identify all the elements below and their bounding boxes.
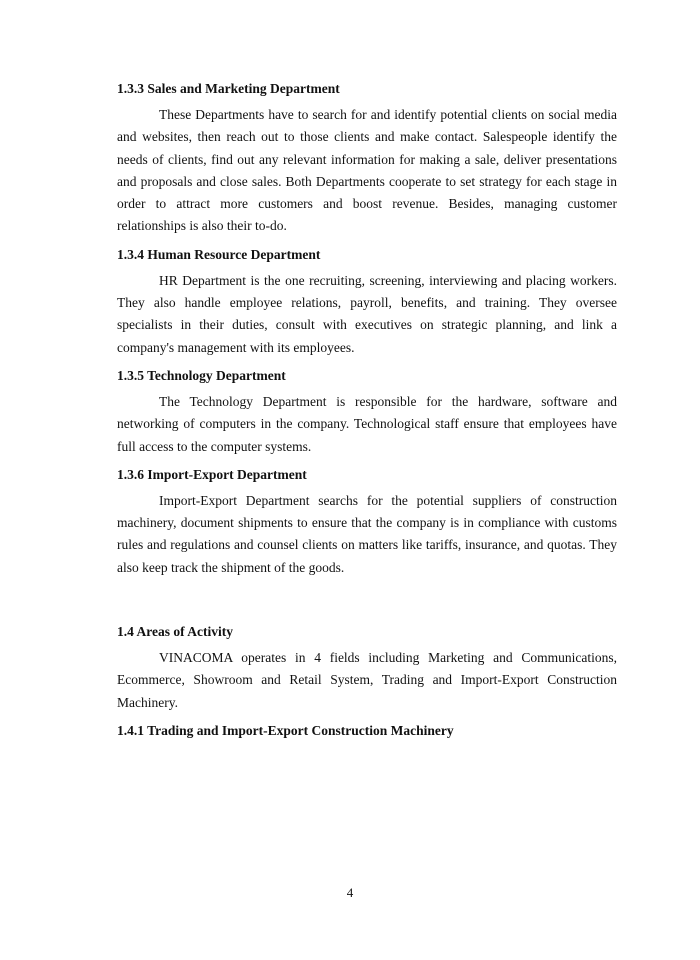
paragraph-areas-of-activity: VINACOMA operates in 4 fields including Marketing and Communications, Ecommerce, Showroom and Retail System, Trading and Import-Export Construction Machinery. [117, 650, 617, 710]
heading-technology: 1.3.5 Technology Department [117, 367, 286, 383]
paragraph-technology: The Technology Department is responsible for the hardware, software and networking of computers in the company. Technological staff ensure that employees have full access to the computer systems. [117, 393, 617, 454]
heading-areas-of-activity: 1.4 Areas of Activity [117, 624, 233, 640]
heading-trading-import-export: 1.4.1 Trading and Import-Export Construction Machinery [117, 722, 454, 738]
paragraph-sales-marketing: These Departments have to search for and identify potential clients on social media and websites, then reach out to those clients and make contact. Salespeople identify the needs of clients, find out any relevant information for making a sale, deliver presentations and proposals and close sales. Both Departments cooperate to set strategy for each stage in order to attract more customers and boost revenue. Besides, managing customer relationships is also their to-do. [117, 107, 617, 234]
heading-human-resource: 1.3.4 Human Resource Department [117, 246, 321, 262]
page-number: 4 [346, 885, 354, 900]
section-spacer [117, 585, 617, 621]
paragraph-human-resource: HR Department is the one recruiting, screening, interviewing and placing workers. They also handle employee relations, payroll, benefits, and training. They oversee specialists in their duties, consult with executives on strategic planning, and link a company's management with its employees. [117, 272, 617, 355]
heading-sales-marketing: 1.3.3 Sales and Marketing Department [117, 81, 340, 96]
heading-import-export: 1.3.6 Import-Export Department [117, 466, 307, 482]
document-page [117, 78, 617, 742]
paragraph-import-export: Import-Export Department searchs for the potential suppliers of construction machinery, document shipments to ensure that the company is in compliance with customs rules and regulations and counsel clients on matters like tariffs, insurance, and quotas. They also keep track the shipment of the goods. [117, 492, 617, 575]
